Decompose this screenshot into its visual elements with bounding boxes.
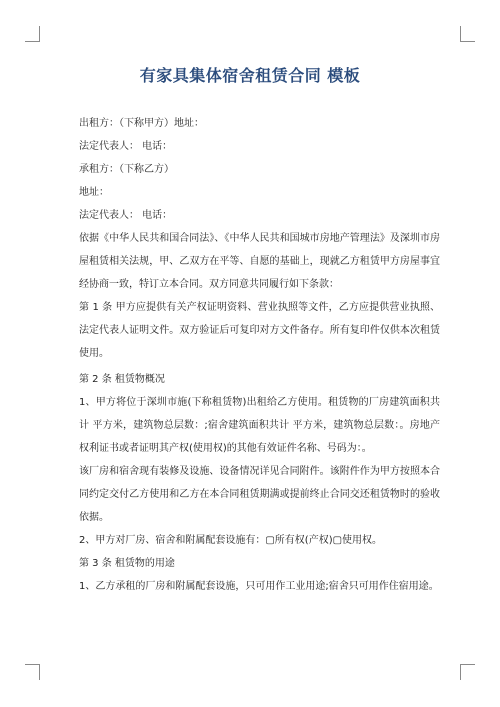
article-3-heading: 第 3 条 租赁物的用途: [79, 558, 175, 569]
preamble-paragraph: 依据《中华人民共和国合同法》、《中华人民共和国城市房地产管理法》及深圳市房屋租赁相关法规，甲、乙双方在平等、自愿的基础上，现就乙方租赁甲方房屋事宜经协商一致，特订立本合同。双方同意共同履行如下条款：: [79, 233, 440, 290]
article-2-clause-2: 2、甲方对厂房、宿舍和附属配套设施有：▢所有权(产权)▢使用权。: [79, 535, 383, 546]
lessee-address-line: 地址：: [79, 187, 109, 198]
document-title: 有家具集体宿舍租赁合同 模板: [139, 66, 361, 85]
crop-mark-top-left: [25, 41, 40, 42]
crop-mark-bottom-right: [460, 664, 461, 680]
article-2-clause-1: 1、甲方将位于深圳市施(下称租赁物)出租给乙方使用。租赁物的厂房建筑面积共计 平方米，建筑物总层数：;宿舍建筑面积共计 平方米，建筑物总层数：。房地产权利证书或者证明其产权(使用权)的其他有效证件名称、号码为：。: [79, 397, 440, 454]
article-2-attachment-paragraph: 该厂房和宿舍现有装修及设施、设备情况详见合同附件。该附件作为甲方按照本合同约定交付乙方使用和乙方在本合同租赁期满或提前终止合同交还租赁物时的验收依据。: [79, 466, 440, 523]
crop-mark-bottom-left: [39, 664, 40, 680]
lessee-representative-line: 法定代表人： 电话：: [79, 210, 173, 221]
crop-mark-top-left: [39, 26, 40, 42]
lessee-line: 承租方：（下称乙方）: [79, 164, 174, 175]
lessor-line: 出租方：（下称甲方）地址：: [79, 118, 204, 129]
crop-mark-bottom-right: [460, 664, 475, 665]
crop-mark-top-right: [460, 41, 475, 42]
crop-mark-top-right: [460, 26, 461, 42]
document-body: [62, 112, 440, 598]
lessor-representative-line: 法定代表人： 电话：: [79, 141, 173, 152]
article-1-paragraph: 第 1 条 甲方应提供有关产权证明资料、营业执照等文件，乙方应提供营业执照、法定代表人证明文件。双方验证后可复印对方文件备存。所有复印件仅供本次租赁使用。: [79, 302, 440, 359]
crop-mark-bottom-left: [25, 664, 40, 665]
article-3-clause-1: 1、乙方承租的厂房和附属配套设施，只可用作工业用途;宿舍只可用作住宿用途。: [79, 581, 439, 592]
article-2-heading: 第 2 条 租赁物概况: [79, 374, 165, 385]
